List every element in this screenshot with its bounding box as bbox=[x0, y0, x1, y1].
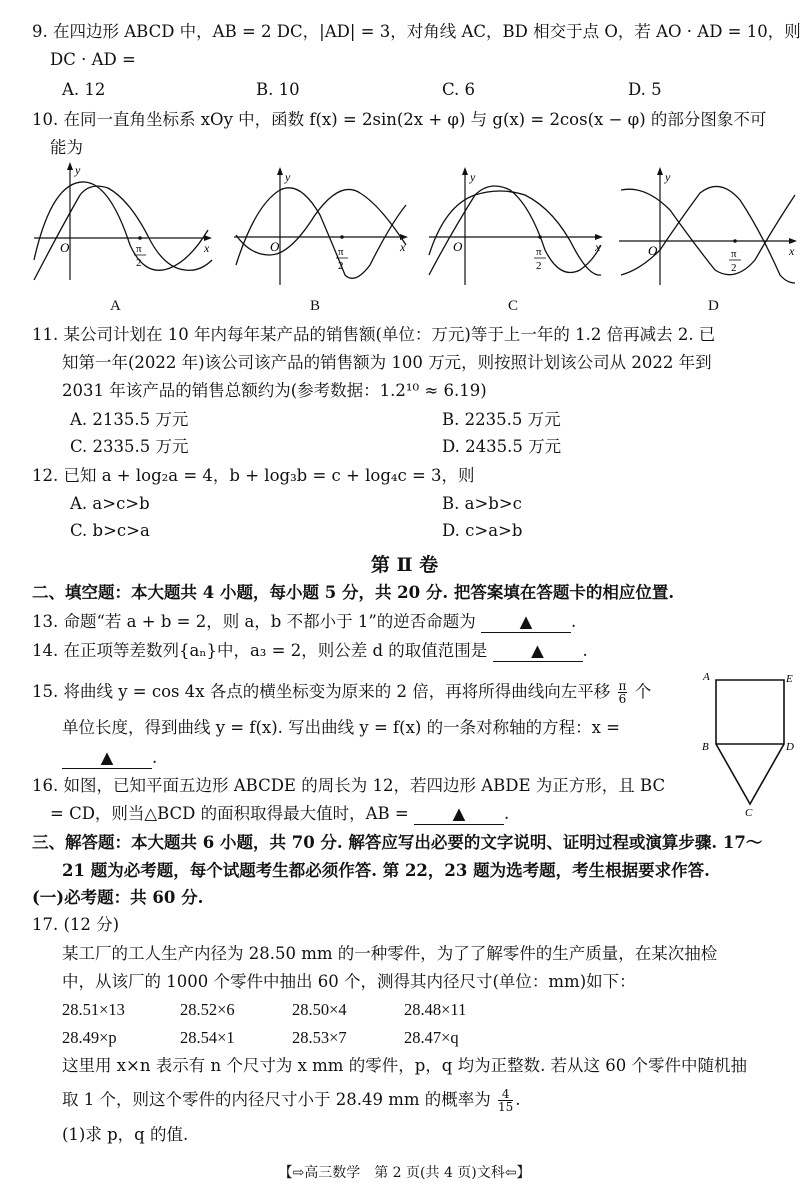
q12-option-b: B. a>b>c bbox=[442, 494, 522, 513]
q9-option-c: C. 6 bbox=[442, 80, 476, 99]
graph-d-tick-num: π bbox=[731, 248, 737, 260]
graph-c-tick-den: 2 bbox=[536, 260, 542, 272]
graph-d-origin: O bbox=[648, 243, 658, 258]
part3-header1: 三、解答题：本大题共 6 小题，共 70 分. 解答应写出必要的文字说明、证明过程或演算步骤. 17～ bbox=[32, 833, 763, 852]
q13-line: 13. 命题“若 a + b = 2，则 a，b 不都小于 1”的逆否命题为 ▲ . bbox=[32, 612, 577, 631]
table-cell-1-1: 28.51×13 bbox=[62, 1000, 125, 1019]
q9-line2: DC · AD = bbox=[50, 50, 136, 69]
q10-label-d: D bbox=[708, 298, 719, 314]
graph-d-tick-den: 2 bbox=[731, 262, 737, 274]
q13-blank: ▲ bbox=[481, 612, 571, 633]
pentagon-label-b: B bbox=[702, 741, 709, 753]
q12-option-d: D. c>a>b bbox=[442, 521, 523, 540]
q12-option-c: C. b>c>a bbox=[70, 521, 150, 540]
part3-sub: (一)必考题：共 60 分. bbox=[32, 888, 204, 907]
q15-fraction: $\frac{\pi}{6}$ bbox=[618, 679, 627, 706]
graph-c-y: y bbox=[470, 170, 476, 184]
table-cell-2-3: 28.53×7 bbox=[292, 1028, 347, 1047]
graph-b-tick-num: π bbox=[338, 246, 344, 258]
q12-option-a: A. a>c>b bbox=[70, 494, 150, 513]
q16-blank: ▲ bbox=[414, 804, 504, 825]
pentagon-label-c: C bbox=[745, 807, 753, 817]
q17-probability: $\frac{4}{15}$ bbox=[498, 1087, 514, 1114]
q12-line1: 12. 已知 a + log₂a = 4，b + log₃b = c + log₄c = 3，则 bbox=[32, 466, 475, 485]
table-cell-1-3: 28.50×4 bbox=[292, 1000, 347, 1019]
table-cell-2-2: 28.54×1 bbox=[180, 1028, 235, 1047]
q11-option-c: C. 2335.5 万元 bbox=[70, 437, 189, 456]
q17-line3: 这里用 x×n 表示有 n 个尺寸为 x mm 的零件，p，q 均为正整数. 若从这 60 个零件中随机抽 bbox=[62, 1056, 748, 1075]
q14-blank: ▲ bbox=[493, 641, 583, 662]
q16-line1: 16. 如图，已知平面五边形 ABCDE 的周长为 12，若四边形 ABDE 为正方形，且 BC bbox=[32, 776, 666, 795]
q10-label-c: C bbox=[508, 298, 519, 314]
table-cell-2-1: 28.49×p bbox=[62, 1028, 117, 1047]
q11-line3: 2031 年该产品的销售总额约为(参考数据：1.2¹⁰ ≈ 6.19) bbox=[62, 381, 487, 400]
graph-a-y: y bbox=[75, 163, 81, 177]
table-cell-2-4: 28.47×q bbox=[404, 1028, 459, 1047]
q9-option-d: D. 5 bbox=[628, 80, 662, 99]
table-cell-1-4: 28.48×11 bbox=[404, 1000, 467, 1019]
q15-blank: ▲ bbox=[62, 748, 152, 769]
graph-b-origin: O bbox=[270, 239, 280, 254]
pentagon-label-a: A bbox=[703, 672, 710, 683]
q15-line1: 15. 将曲线 y = cos 4x 各点的横坐标变为原来的 2 倍，再将所得曲线向左平移 $\frac{\pi}{6}$ 个 bbox=[32, 679, 652, 706]
graph-a-tick-num: π bbox=[136, 243, 142, 255]
graph-c-origin: O bbox=[453, 239, 463, 254]
q17-head: 17. (12 分) bbox=[32, 915, 120, 934]
q15-line3: ▲ . bbox=[62, 748, 157, 769]
q10-line2: 能为 bbox=[50, 138, 83, 157]
q10-graph-c bbox=[425, 165, 605, 290]
pentagon-label-d: D bbox=[786, 741, 794, 753]
graph-d-x: x bbox=[789, 244, 795, 258]
q14-line: 14. 在正项等差数列{aₙ}中，a₃ = 2，则公差 d 的取值范围是 ▲ . bbox=[32, 641, 588, 660]
graph-a-x: x bbox=[204, 241, 210, 255]
q9-line1: 9. 在四边形 ABCD 中，AB = 2 DC，|AD| = 3，对角线 AC，BD 相交于点 O，若 AO · AD = 10，则 bbox=[32, 22, 801, 41]
graph-d-y: y bbox=[665, 170, 671, 184]
pentagon-figure bbox=[700, 672, 800, 817]
q10-label-b: B bbox=[310, 298, 321, 314]
q11-line2: 知第一年(2022 年)该公司该产品的销售额为 100 万元，则按照计划该公司从 2022 年到 bbox=[62, 353, 712, 372]
q11-option-a: A. 2135.5 万元 bbox=[70, 410, 189, 429]
table-cell-1-2: 28.52×6 bbox=[180, 1000, 235, 1019]
q13-text: 13. 命题“若 a + b = 2，则 a，b 不都小于 1”的逆否命题为 bbox=[32, 612, 476, 631]
section2-title: 第 Ⅱ 卷 bbox=[370, 554, 439, 576]
pentagon-label-e: E bbox=[786, 673, 793, 685]
q11-option-b: B. 2235.5 万元 bbox=[442, 410, 561, 429]
graph-a-origin: O bbox=[60, 240, 70, 255]
q10-graph-b bbox=[230, 165, 410, 290]
q17-sub1: (1)求 p，q 的值. bbox=[62, 1125, 189, 1144]
page-footer: 【⇨高三数学 第 2 页(共 4 页)文科⇦】 bbox=[278, 1165, 531, 1181]
q14-text: 14. 在正项等差数列{aₙ}中，a₃ = 2，则公差 d 的取值范围是 bbox=[32, 641, 488, 660]
q10-graph-d bbox=[615, 165, 800, 290]
q17-line2: 中，从该厂的 1000 个零件中抽出 60 个，测得其内径尺寸(单位：mm)如下： bbox=[62, 972, 636, 991]
q17-line4: 取 1 个，则这个零件的内径尺寸小于 28.49 mm 的概率为 $\frac{4}{15}$ . bbox=[62, 1087, 521, 1114]
part3-header2: 21 题为必考题，每个试题考生都必须作答. 第 22，23 题为选考题，考生根据要求作答. bbox=[62, 861, 710, 880]
q10-label-a: A bbox=[110, 298, 121, 314]
q10-line1: 10. 在同一直角坐标系 xOy 中，函数 f(x) = 2sin(2x + φ) 与 g(x) = 2cos(x − φ) 的部分图象不可 bbox=[32, 110, 767, 129]
graph-c-tick-num: π bbox=[536, 246, 542, 258]
q9-option-b: B. 10 bbox=[256, 80, 300, 99]
q11-line1: 11. 某公司计划在 10 年内每年某产品的销售额(单位：万元)等于上一年的 1.2 倍再减去 2. 已 bbox=[32, 325, 716, 344]
q15-line2: 单位长度，得到曲线 y = f(x). 写出曲线 y = f(x) 的一条对称轴的方程：x = bbox=[62, 718, 620, 737]
part2-header: 二、填空题：本大题共 4 小题，每小题 5 分，共 20 分. 把答案填在答题卡的相应位置. bbox=[32, 583, 675, 602]
graph-b-tick-den: 2 bbox=[338, 260, 344, 272]
q11-option-d: D. 2435.5 万元 bbox=[442, 437, 562, 456]
graph-c-x: x bbox=[595, 240, 601, 254]
q10-graph-a bbox=[30, 160, 215, 285]
graph-b-x: x bbox=[400, 240, 406, 254]
q17-line1: 某工厂的工人生产内径为 28.50 mm 的一种零件，为了了解零件的生产质量，在某次抽检 bbox=[62, 944, 718, 963]
q16-line2: = CD，则当△BCD 的面积取得最大值时，AB = ▲ . bbox=[50, 804, 510, 823]
q9-option-a: A. 12 bbox=[62, 80, 106, 99]
graph-b-y: y bbox=[285, 170, 291, 184]
graph-a-tick-den: 2 bbox=[136, 257, 142, 269]
